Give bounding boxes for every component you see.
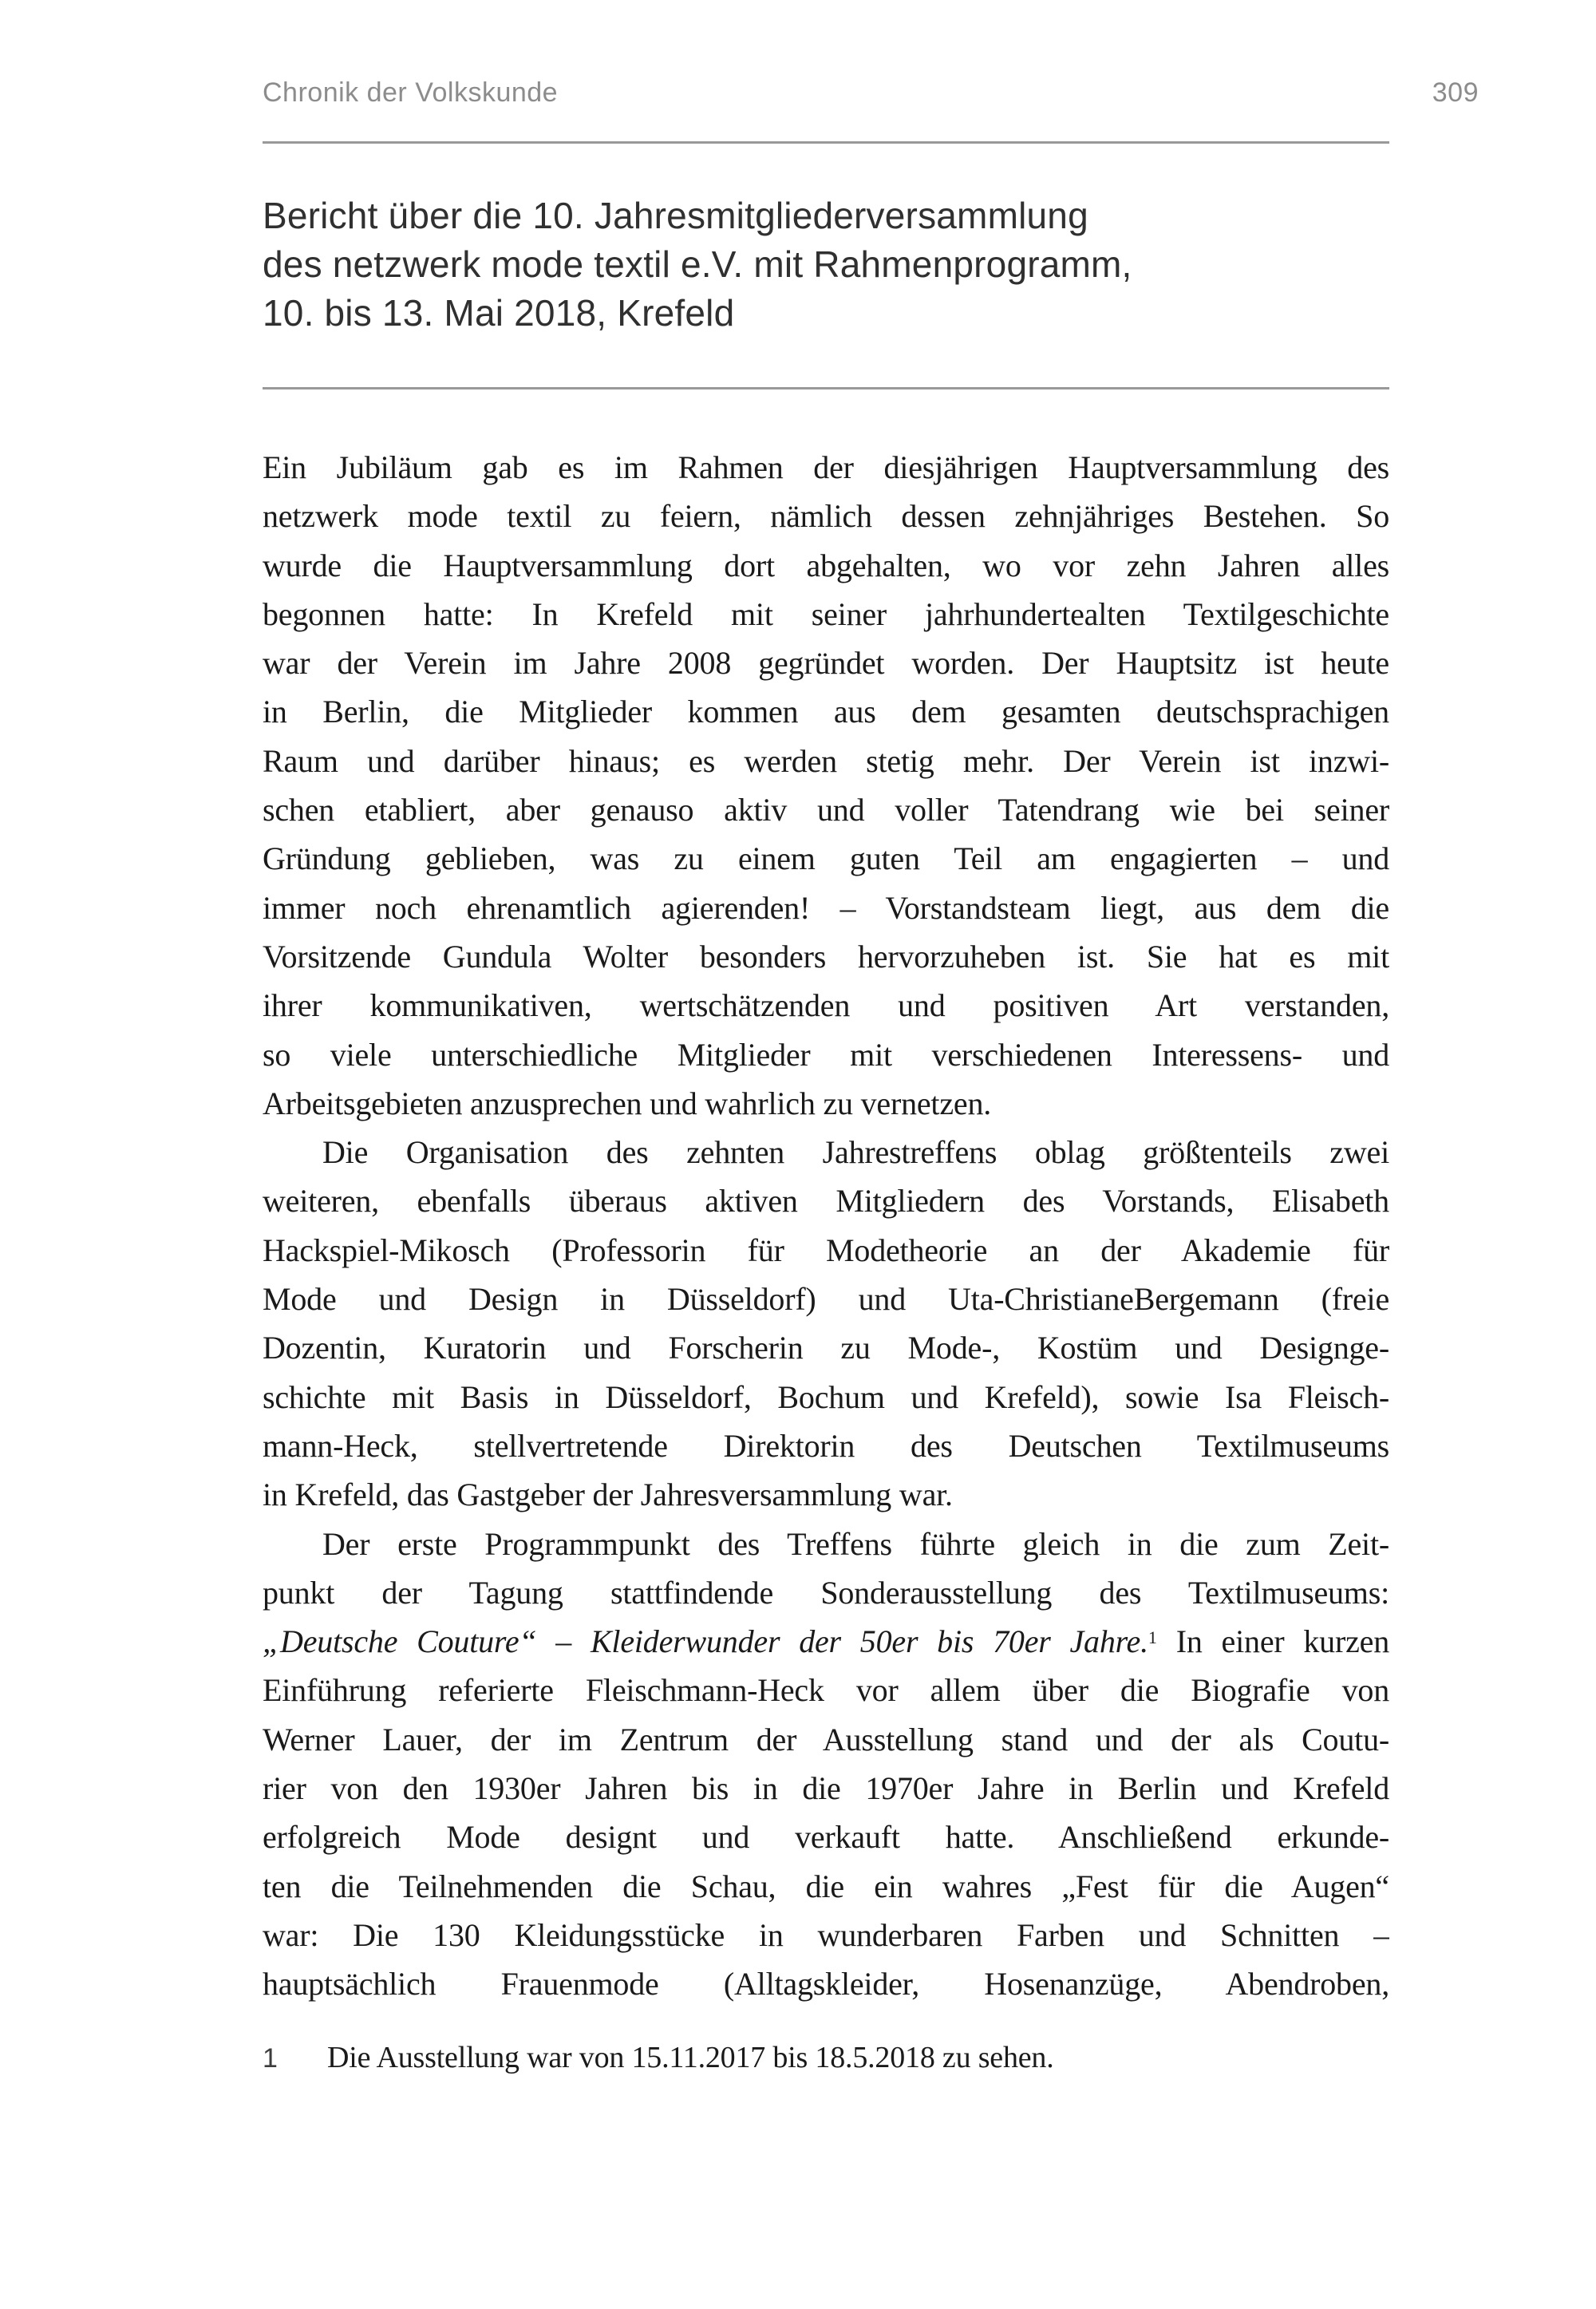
body-line: in Krefeld, das Gastgeber der Jahresversammlung war. [263, 1477, 953, 1513]
body-line: Raum und darüber hinaus; es werden stetig mehr. Der Verein ist inzwi- [263, 742, 1389, 779]
body-line: war der Verein im Jahre 2008 gegründet worden. Der Hauptsitz ist heute [263, 645, 1389, 682]
body-line: Gründung geblieben, was zu einem guten Teil am engagierten – und [263, 840, 1389, 877]
body-line: Der erste Programmpunkt des Treffens führte gleich in die zum Zeit- [322, 1525, 1389, 1562]
body-line: erfolgreich Mode designt und verkauft hatte. Anschließend erkunde- [263, 1819, 1389, 1856]
body-line: mann-Heck, stellvertretende Direktorin des Deutschen Textilmuseums [263, 1427, 1389, 1464]
running-head [263, 77, 1479, 109]
page-number: 309 [1432, 77, 1479, 108]
body-line: immer noch ehrenamtlich agierenden! – Vorstandsteam liegt, aus dem die [263, 889, 1389, 926]
footnote-reference: 1 [1148, 1627, 1157, 1648]
body-line: Einführung referierte Fleischmann-Heck vor allem über die Biografie von [263, 1672, 1389, 1709]
header-divider [263, 141, 1389, 144]
body-line: schen etabliert, aber genauso aktiv und voller Tatendrang wie bei seiner [263, 792, 1389, 828]
body-line: Die Organisation des zehnten Jahrestreffens oblag größtenteils zwei [322, 1134, 1389, 1171]
body-line: hauptsächlich Frauenmode (Alltagskleider, Hosenanzüge, Abendroben, [263, 1966, 1389, 2003]
title-divider [263, 387, 1389, 389]
body-line: netzwerk mode textil zu feiern, nämlich dessen zehnjähriges Bestehen. So [263, 498, 1389, 535]
body-line: schichte mit Basis in Düsseldorf, Bochum und Krefeld), sowie Isa Fleisch- [263, 1378, 1389, 1415]
footnote-text: Die Ausstellung war von 15.11.2017 bis 18.5.2018 zu sehen. [327, 2041, 1054, 2074]
body-line-segment: In einer kurzen [1156, 1623, 1389, 1660]
exhibition-title-italic: „Deutsche Couture“ – Kleiderwunder der 50er bis 70er Jahre. [263, 1623, 1148, 1660]
body-line: rier von den 1930er Jahren bis in die 1970er Jahre in Berlin und Krefeld [263, 1770, 1389, 1807]
body-line: Vorsitzende Gundula Wolter besonders hervorzuheben ist. Sie hat es mit [263, 938, 1389, 975]
body-line: so viele unterschiedliche Mitglieder mit verschiedenen Interessens- und [263, 1036, 1389, 1073]
article-title [263, 192, 1389, 338]
footnote-marker: 1 [263, 2043, 278, 2074]
article-title-line-3: 10. bis 13. Mai 2018, Krefeld [263, 292, 735, 334]
body-line: in Berlin, die Mitglieder kommen aus dem gesamten deutschsprachigen [263, 694, 1389, 730]
body-text [263, 443, 1389, 2009]
body-line: Ein Jubiläum gab es im Rahmen der diesjährigen Hauptversammlung des [263, 449, 1389, 485]
body-line: ten die Teilnehmenden die Schau, die ein wahres „Fest für die Augen“ [263, 1868, 1389, 1904]
body-line: Hackspiel-Mikosch (Professorin für Modetheorie an der Akademie für [263, 1232, 1389, 1268]
body-line: Werner Lauer, der im Zentrum der Ausstellung stand und der als Coutu- [263, 1721, 1389, 1757]
body-line: wurde die Hauptversammlung dort abgehalten, wo vor zehn Jahren alles [263, 547, 1389, 583]
body-line: punkt der Tagung stattfindende Sonderausstellung des Textilmuseums: [263, 1574, 1389, 1611]
footnote [263, 2038, 1389, 2078]
body-line: war: Die 130 Kleidungsstücke in wunderbaren Farben und Schnitten – [263, 1916, 1389, 1953]
body-line: weiteren, ebenfalls überaus aktiven Mitgliedern des Vorstands, Elisabeth [263, 1183, 1389, 1220]
body-line: ihrer kommunikativen, wertschätzenden und positiven Art verstanden, [263, 987, 1389, 1024]
body-line [263, 1617, 1389, 1666]
body-line: Arbeitsgebieten anzusprechen und wahrlich zu vernetzen. [263, 1085, 992, 1121]
article-title-line-2: des netzwerk mode textil e.V. mit Rahmenprogramm, [263, 243, 1132, 285]
body-line: Mode und Design in Düsseldorf) und Uta-ChristianeBergemann (freie [263, 1281, 1389, 1318]
article-title-line-1: Bericht über die 10. Jahresmitgliederversammlung [263, 195, 1088, 236]
body-line: begonnen hatte: In Krefeld mit seiner jahrhundertealten Textilgeschichte [263, 595, 1389, 632]
running-head-section-title: Chronik der Volkskunde [263, 77, 559, 108]
body-line: Dozentin, Kuratorin und Forscherin zu Mode-, Kostüm und Designge- [263, 1330, 1389, 1366]
